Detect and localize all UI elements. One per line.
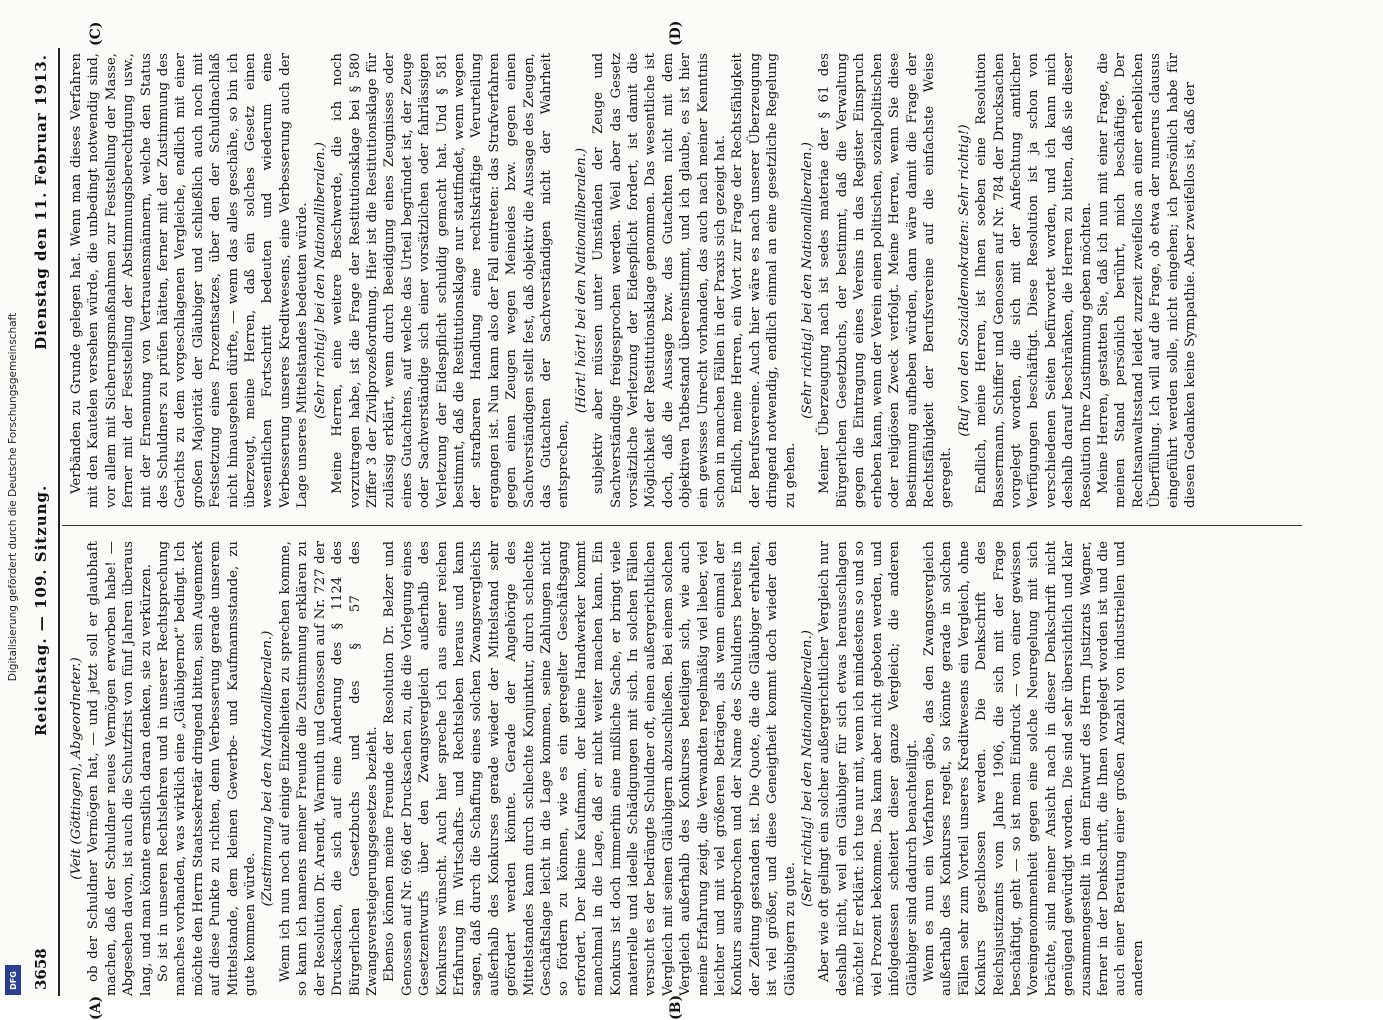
paragraph: Ebenso können meine Freunde der Resolution Dr. Belzer und Genossen auf Nr. 696 der Drucksachen zu, die die Vorlegung eines Gesetzentwurfs über den Zwangsvergleich außerhalb des Konkurses wünscht. Auch hier spreche ich aus einer reichen Erfahrung im Wirtschafts- und Rechtsleben heraus und kann sagen, daß durch die Schaffung eines solchen Zwangsvergleichs außerhalb des Konkurses gerade wieder der Mittelstand sehr gefördert werden könnte. Gerade der Angehörige des Mittelstandes kann durch schlechte Konjunktur, durch schlechte Geschäftslage leicht in die Lage kommen, seine Zahlungen nicht so fördern zu können, wie es ein geregelter Geschäftsgang erfordert. Der kleine Kaufmann, der kleine Handwerker kommt manchmal in die Lage, daß er nicht weiter machen kann. Ein Konkurs ist doch immerhin eine mißliche Sache, er bringt viele materielle und ideelle Schädigungen mit sich. In solchen Fällen versucht es der bedrängte Schuldner oft, einen außergerichtlichen Vergleich mit seinen Gläubigern abzuschließen. Bei einem solchen Vergleich außerhalb des Konkurses beteiligen sich, wie auch meine Erfahrung zeigt, die Verwandten regelmäßig viel lieber, viel leichter und mit viel größeren Beträgen, als wenn einmal der Konkurs ausgebrochen und der Name des Schuldners bereits in der Zeitung gestanden ist. Die Quote, die die Gläubiger erhalten, ist viel größer, und diese Geneigtheit kommt doch wieder den Gläubigern zu gute.	[382, 541, 798, 996]
interjection: (Sehr richtig! bei den Nationalliberalen.)	[800, 630, 816, 907]
margin-letter-c: (C)	[88, 21, 104, 46]
paragraph: Wenn ich nun noch auf einige Einzelheiten zu sprechen komme, so kann ich namens meiner Freunde die Zustimmung erklären zu der Resolution Dr. Arendt, Warmuth und Genossen auf Nr. 727 der Drucksachen, die sich auf eine Änderung des § 1124 des Bürgerlichen Gesetzbuchs und des § 57 des Zwangsversteigerungsgesetzes bezieht.	[277, 541, 380, 996]
paragraph: Meine Herren, gestatten Sie, daß ich nun mit einer Frage, die meinen Stand persönlich berührt, mich beschäftige. Der Rechtsanwaltsstand leidet zurzeit zweifellos an einer erheblichen Überfüllung. Ich will auf die Frage, ob etwa der numerus clausus eingeführt werden solle, nicht eingehen; ich persönlich habe für diesen Gedanken keine Sympathie. Aber zweifellos ist, daß der	[1095, 53, 1198, 508]
paragraph: Meine Herren, eine weitere Beschwerde, die ich noch vorzutragen habe, ist die Frage der Restitutionsklage bei § 580 Ziffer 3 der Zivilprozeßordnung. Hier ist die Restitutionsklage für zulässig erklärt, wenn durch Beeidigung eines Zeugnisses oder eines Gutachtens, auf welche das Urteil begründet ist, der Zeuge oder Sachverständige sich einer vorsätzlichen oder fahrlässigen Verletzung der Eidespflicht schuldig gemacht hat. Und § 581 bestimmt, daß die Restitutionsklage nur stattfindet, wenn wegen der strafbaren Handlung eine rechtskräftige Verurteilung ergangen ist. Nun kann also der Fall eintreten: das Strafverfahren gegen einen Zeugen wegen Meineides bzw. gegen einen Sachverständigen stellt fest, daß objektiv die Aussage des Zeugen, das Gutachten der Sachverständigen nicht der Wahrheit entsprechen,	[330, 53, 572, 508]
header-rule	[58, 48, 60, 996]
paragraph: ob der Schuldner Vermögen hat, — und jetzt soll er glaubhaft machen, daß der Schuldner neues Vermögen erworben habe! — Abgesehen davon, ist auch die Schutzfrist von fünf Jahren überaus lang, und man könnte ernstlich daran denken, sie zu verkürzen.	[86, 541, 154, 996]
paragraph: Verbänden zu Grunde gelegen hat. Wenn man dieses Verfahren mit den Kautelen versehen würde, die unbedingt notwendig sind, vor allem mit Sicherungsmaßnahmen zur Feststellung der Masse, ferner mit der Feststellung der Abstimmungsberechtigung usw., mit der Ernennung von Vertrauensmännern, welche den Status des Schuldners zu prüfen hätten, ferner mit der Zustimmung des Gerichts zu dem vorgeschlagenen Vergleiche, endlich mit einer großen Majorität der Gläubiger und schließlich auch noch mit Festsetzung eines Prozentsatzes, über den der Schuldnachlaß nicht hinausgehen dürfte, — wenn das alles geschähe, so bin ich überzeugt, meine Herren, daß ein solches Gesetz einen wesentlichen Fortschritt bedeuten und wiederum eine Verbesserung unseres Kreditwesens, eine Verbesserung auch der Lage unseres Mittelstandes bedeuten würde.	[69, 53, 311, 508]
dfg-logo	[5, 965, 21, 995]
interjection: (Sehr richtig! bei den Nationalliberalen.)	[312, 142, 328, 419]
margin-letter-d: (D)	[668, 20, 684, 46]
rotated-newspaper-page	[28, 20, 1328, 1020]
interjection: (Zustimmung bei den Nationalliberalen.)	[260, 630, 276, 907]
paragraph: Meiner Überzeugung nach ist sedes materiae der § 61 des Bürgerlichen Gesetzbuchs, der bestimmt, daß die Verwaltung gegen die Eintragung eines Vereins in das Register Einspruch erheben kann, wenn der Verein einen politischen, sozialpolitischen oder religiösen Zweck verfolgt. Meine Herren, wenn Sie diese Bestimmung aufheben würden, dann wäre damit die Frage der Rechtsfähigkeit der Berufsvereine auf die einfachste Weise geregelt.	[817, 53, 955, 508]
paragraph: Aber wie oft gelingt ein solcher außergerichtlicher Vergleich nur deshalb nicht, weil ein Gläubiger für sich etwas herausschlagen möchte! Er erklärt: ich tue nur mit, wenn ich mindestens so und so viel Prozent bekomme. Das kann aber nicht geboten werden, und infolgedessen scheitert dieser ganze Vergleich; die anderen Gläubiger sind dadurch benachteiligt.	[817, 541, 920, 996]
dfg-logo-text: DFG	[8, 970, 18, 990]
paragraph: Endlich, meine Herren, ist Ihnen soeben eine Resolution Bassermann, Schiffer und Genossen auf Nr. 784 der Drucksachen vorgelegt worden, die sich mit der Anfechtung amtlicher Verfügungen beschäftigt. Diese Resolution ist ja schon von verschiedenen Seiten befürwortet worden, und ich kann mich deshalb darauf beschränken, die Herren zu bitten, daß sie dieser Resolution Ihre Zustimmung geben möchten.	[974, 53, 1094, 508]
interjection: (Veit (Göttingen), Abgeordneter.)	[69, 657, 84, 880]
left-column	[68, 541, 1308, 996]
right-column	[68, 53, 1308, 508]
session-title: Reichstag. — 109. Sitzung.	[32, 484, 50, 736]
digitization-credit	[4, 0, 22, 1000]
paragraph: Endlich, meine Herren, ein Wort zur Frage der Rechtsfähigkeit der Berufsvereine. Auch hier wäre es nach unserer Überzeugung dringend notwendig, endlich einmal an eine gesetzliche Regelung zu gehen.	[730, 53, 798, 508]
interjection: (Sehr richtig! bei den Nationalliberalen.)	[800, 142, 816, 419]
paragraph: So ist in unseren Rechtslehren und in unserer Rechtsprechung manches vorhanden, was wirklich eine „Gläubigernot“ bedingt. Ich möchte den Herrn Staatssekretär dringend bitten, sein Augenmerk auf diese Punkte zu richten, denn Verbesserung gerade unserem Mittelstande, dem kleinen Gewerbe- und Kaufmannsstande, zu gute kommen würde.	[156, 541, 259, 996]
page-header	[28, 48, 56, 996]
session-date: Dienstag den 11. Februar 1913.	[32, 54, 50, 350]
credit-text: Digitalisierung gefördert durch die Deutsche Forschungsgemeinschaft	[7, 312, 19, 682]
column-divider	[62, 525, 1302, 526]
page-number: 3658	[32, 948, 50, 990]
margin-letter-b: (B)	[668, 994, 684, 1020]
interjection: (Ruf von den Sozialdemokraten: Sehr richtig!)	[956, 124, 972, 437]
paragraph: Wenn es nun ein Verfahren gäbe, das den Zwangsvergleich außerhalb des Konkurses regelt, so könnte gerade in solchen Fällen sehr zum Vorteil unseres Kreditwesens ein Vergleich, ohne Konkurs geschlossen werden. Die Denkschrift des Reichsjustizamts vom Jahre 1906, die sich mit der Frage beschäftigt, geht — so ist mein Eindruck — von einer gewissen Voreingenommenheit gegen eine solche Neuregelung mit sich brächte, sind meiner Ansicht nach in dieser Denkschrift nicht genügend gewürdigt worden. Die sind sehr übersichtlich und klar zusammengestellt in dem Entwurf des Herrn Justizrats Wagner, ferner in der Denkschrift, die Ihnen vorgelegt worden ist und die auch einer Beratung einer großen Anzahl von industriellen und anderen	[921, 541, 1146, 996]
interjection: (Hört! hört! bei den Nationalliberalen.)	[573, 147, 589, 414]
margin-letter-a: (A)	[88, 995, 104, 1020]
paragraph: subjektiv aber müssen unter Umständen der Zeuge und Sachverständige freigesprochen werden. Weil aber das Gesetz vorsätzliche Verletzung der Eidespflicht fordert, ist damit die Möglichkeit der Restitutionsklage genommen. Das wesentliche ist doch, daß die Aussage bzw. das Gutachten nicht mit dem objektiven Tatbestand übereinstimmt, und ich glaube, es ist hier ein gewisses Unrecht vorhanden, das auch nach meiner Kenntnis schon in manchen Fällen in der Praxis sich gezeigt hat.	[591, 53, 729, 508]
